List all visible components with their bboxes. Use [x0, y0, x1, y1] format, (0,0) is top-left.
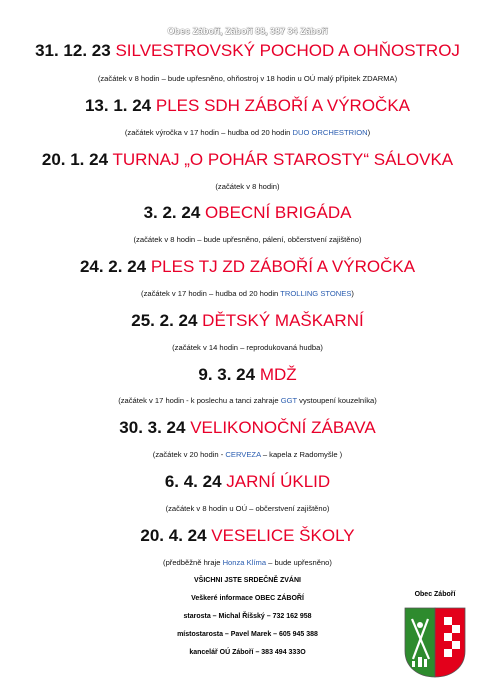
- event-date: 25. 2. 24: [131, 311, 198, 330]
- event-detail: [0, 450, 495, 460]
- detail-text-end: ): [351, 289, 354, 298]
- event-date: 3. 2. 24: [143, 203, 201, 222]
- event-title: [0, 150, 495, 170]
- event-date: 6. 4. 24: [164, 472, 222, 491]
- event-detail: [0, 343, 495, 353]
- event-name: PLES TJ ZD ZÁBOŘÍ A VÝROČKA: [150, 257, 416, 276]
- event-title: [0, 257, 495, 277]
- event-title: [0, 96, 495, 116]
- event-title: [0, 41, 495, 61]
- detail-text: (začátek v 8 hodin – bude upřesněno, pálení, občerstvení zajištěno): [133, 235, 362, 244]
- detail-text: (předběžně hraje: [163, 558, 223, 567]
- welcome-text: VŠICHNI JSTE SRDEČNĚ ZVÁNI: [194, 577, 301, 584]
- detail-text: (začátek v 8 hodin – bude upřesněno, ohňostroj v 18 hodin u OÚ malý přípitek ZDARMA): [97, 74, 398, 83]
- detail-text-end: vystoupení kouzelníka): [297, 396, 377, 405]
- deputy-contact: místostarosta – Pavel Marek – 605 945 388: [177, 631, 318, 638]
- organizer-address: Obec Záboří, Záboří 88, 387 34 Záboří: [167, 26, 328, 36]
- event-detail: [0, 504, 495, 514]
- event-detail: [0, 182, 495, 192]
- event-detail: [0, 558, 495, 568]
- event-detail: [0, 74, 495, 84]
- event-title: [0, 526, 495, 546]
- coat-of-arms-icon: [404, 607, 466, 679]
- event-detail: [0, 235, 495, 245]
- event-title: [0, 311, 495, 331]
- event-date: 24. 2. 24: [79, 257, 147, 276]
- detail-text-end: – kapela z Radomyšle ): [260, 450, 343, 459]
- event-date: 13. 1. 24: [84, 96, 152, 115]
- detail-text: (začátek v 14 hodin – reprodukovaná hudba): [172, 343, 323, 352]
- crest-label: Obec Záboří: [414, 591, 456, 598]
- event-date: 9. 3. 24: [198, 365, 256, 384]
- mayor-contact: starosta – Michal Říšský – 732 162 958: [183, 613, 312, 620]
- detail-text: (začátek v 20 hodin -: [152, 450, 226, 459]
- detail-text: (začátek v 17 hodin - k poslechu a tanci zahraje: [118, 396, 281, 405]
- detail-text: (začátek v 17 hodin – hudba od 20 hodin: [141, 289, 281, 298]
- event-name: MDŽ: [259, 365, 297, 384]
- detail-text: (začátek v 8 hodin u OÚ – občerstvení zajištěno): [165, 504, 330, 513]
- event-title: [0, 203, 495, 223]
- detail-text: (začátek v 8 hodin): [215, 182, 280, 191]
- event-date: 30. 3. 24: [119, 418, 186, 437]
- event-name: SILVESTROVSKÝ POCHOD A OHŇOSTROJ: [115, 41, 460, 60]
- detail-highlight: CERVEZA: [225, 450, 261, 459]
- event-name: VESELICE ŠKOLY: [211, 526, 355, 545]
- event-detail: [0, 396, 495, 406]
- info-text: Veškeré informace OBEC ZÁBOŘÍ: [191, 595, 304, 602]
- event-title: [0, 418, 495, 438]
- event-name: OBECNÍ BRIGÁDA: [205, 203, 352, 222]
- event-title: [0, 472, 495, 492]
- event-detail: [0, 289, 495, 299]
- detail-highlight: GGT: [280, 396, 298, 405]
- event-name: DĚTSKÝ MAŠKARNÍ: [202, 311, 364, 330]
- event-detail: [0, 128, 495, 138]
- detail-highlight: DUO ORCHESTRION: [292, 128, 368, 137]
- event-name: TURNAJ „O POHÁR STAROSTY“ SÁLOVKA: [112, 150, 454, 169]
- event-name: VELIKONOČNÍ ZÁBAVA: [190, 418, 376, 437]
- event-date: 20. 1. 24: [41, 150, 109, 169]
- detail-text: (začátek výročka v 17 hodin – hudba od 20 hodin: [124, 128, 293, 137]
- detail-highlight: TROLLING STONES: [280, 289, 352, 298]
- detail-text-end: ): [367, 128, 371, 137]
- detail-highlight: Honza Klíma: [222, 558, 267, 567]
- event-title: [0, 365, 495, 385]
- event-date: 20. 4. 24: [140, 526, 207, 545]
- office-contact: kancelář OÚ Záboří – 383 494 333O: [189, 649, 306, 656]
- event-name: PLES SDH ZÁBOŘÍ A VÝROČKA: [155, 96, 411, 115]
- event-name: JARNÍ ÚKLID: [226, 472, 331, 491]
- event-date: 31. 12. 23: [35, 41, 111, 60]
- detail-text-end: – bude upřesněno): [266, 558, 332, 567]
